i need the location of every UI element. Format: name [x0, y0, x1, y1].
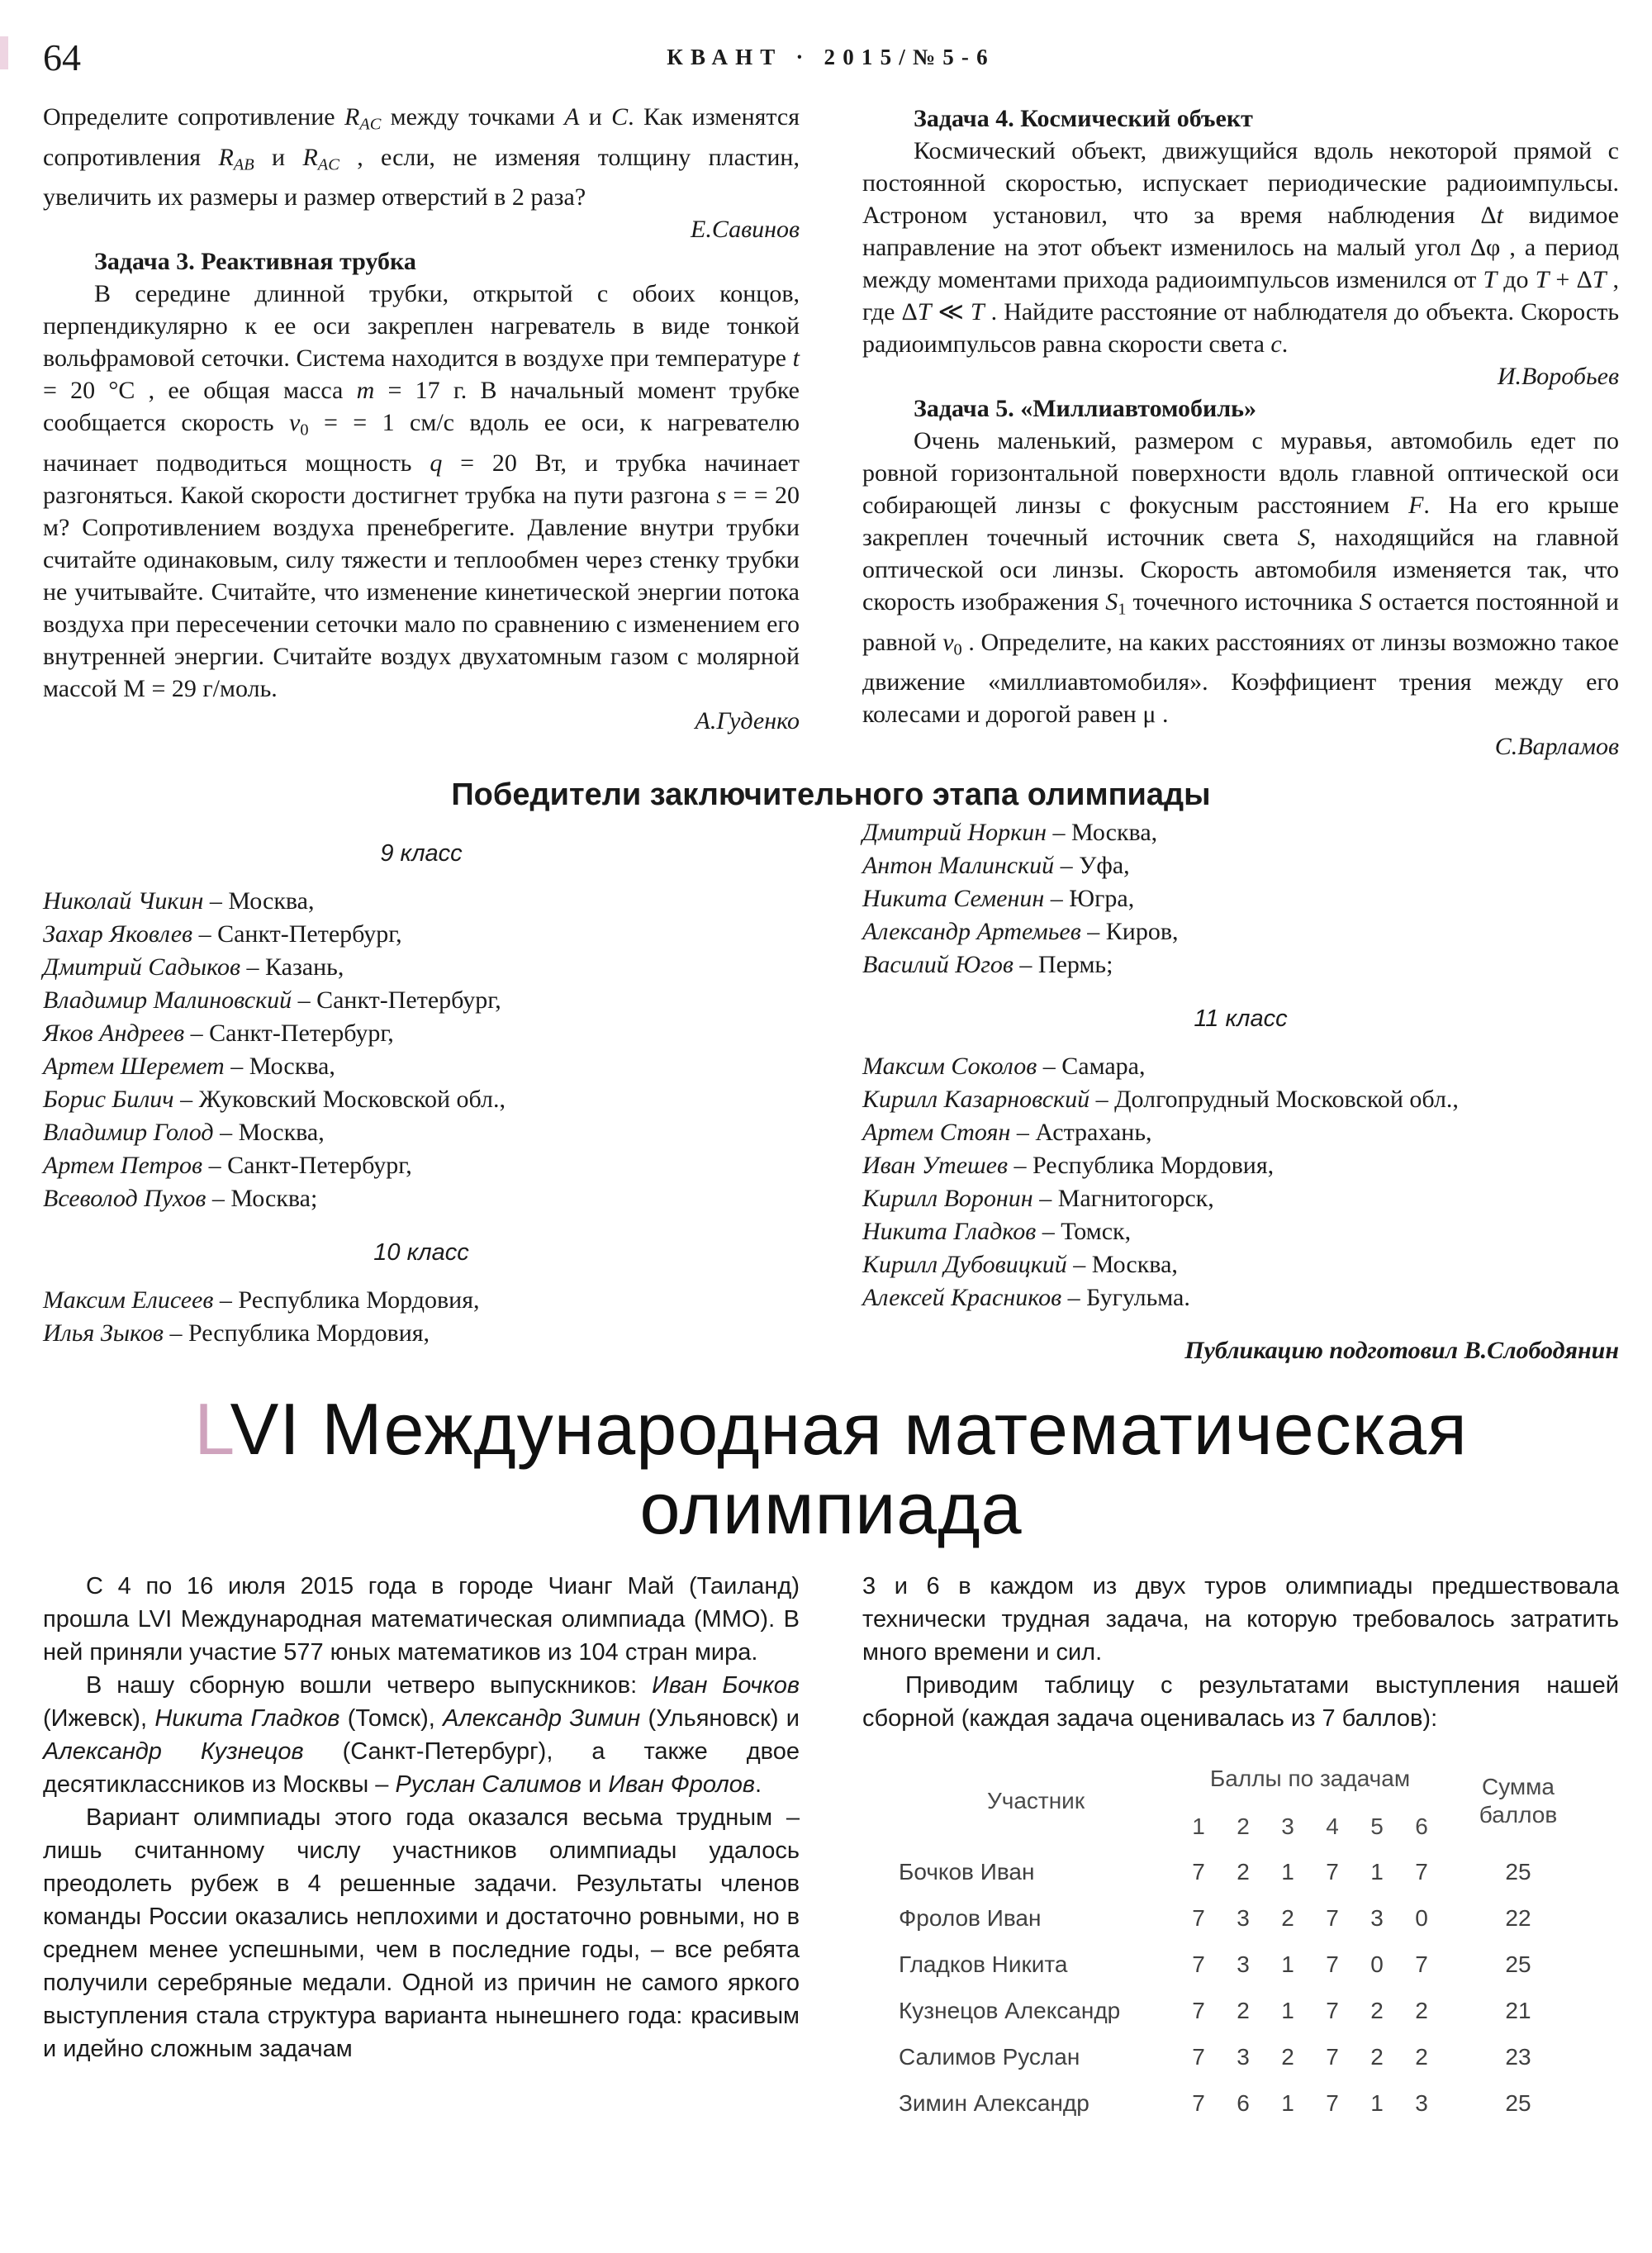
text-segment: T	[970, 298, 985, 326]
text-segment: – Бугульма.	[1061, 1284, 1190, 1312]
participant-name: Салимов Руслан	[899, 2044, 1080, 2070]
text-segment: – Республика Мордовия,	[1008, 1152, 1275, 1180]
score-cell: 2	[1415, 1998, 1428, 2024]
text-segment: – Долгопрудный Московской обл.,	[1089, 1086, 1459, 1114]
text-segment: Василий Югов	[862, 951, 1014, 979]
winner-item	[862, 816, 1619, 849]
score-cell: 3	[1237, 1951, 1250, 1978]
journal-title: КВАНТ · 2015/№5-6	[667, 45, 995, 69]
article-left-column	[43, 1570, 800, 2065]
page-number: 64	[43, 36, 81, 78]
participant-name: Фролов Иван	[899, 1905, 1042, 1932]
grade-9-list	[43, 885, 800, 1215]
article-paragraph	[862, 1570, 1619, 1669]
text-segment: = 17 г. В начальный момент трубке сообщается скорость	[43, 377, 800, 437]
score-cell: 7	[1415, 1951, 1428, 1978]
text-segment: . На его крыше закреплен точечный источник света	[862, 492, 1619, 551]
text-segment: Иван Утешев	[862, 1152, 1009, 1180]
sum-cell: 25	[1505, 1951, 1531, 1978]
text-segment: s	[716, 482, 727, 510]
score-cell: 6	[1237, 2090, 1250, 2117]
problems-left-column	[43, 101, 800, 737]
text-segment: Артем Шеремет	[43, 1053, 225, 1081]
text-segment: В нашу сборную вошли четверо выпускников:	[86, 1672, 653, 1699]
problem-number-header: 4	[1326, 1813, 1339, 1840]
text-segment: – Москва,	[1046, 819, 1158, 847]
title-accent-letter: L	[194, 1388, 230, 1471]
text-segment: Александр Артемьев	[862, 918, 1081, 946]
text-segment: , находящийся на главной оптической оси линзы. Скорость автомобиля изменяется так, что скорость изображения	[862, 524, 1619, 616]
problem-number-header: 3	[1281, 1813, 1294, 1840]
text-segment: Никита Гладков	[862, 1218, 1037, 1246]
text-segment: Приводим таблицу с результатами выступления нашей сборной (каждая задача оценивалась из 7 баллов):	[862, 1672, 1619, 1733]
text-segment: Кирилл Воронин	[862, 1185, 1033, 1213]
winner-item	[43, 1317, 800, 1350]
score-cell: 7	[1326, 1998, 1339, 2024]
score-cell: 7	[1326, 1859, 1339, 1885]
text-segment: . Как изменятся сопротивления	[43, 103, 800, 171]
text-segment: – Астрахань,	[1010, 1119, 1152, 1147]
text-segment: Яков Андреев	[43, 1020, 185, 1048]
text-segment: точечного источника	[1126, 588, 1360, 616]
text-segment: – Москва,	[203, 887, 315, 915]
problem-2-continuation	[43, 101, 800, 213]
score-cell: 2	[1415, 2044, 1428, 2070]
score-cell: 3	[1415, 2090, 1428, 2117]
winner-item	[43, 951, 800, 984]
problem-author: И.Воробьев	[1497, 363, 1619, 390]
text-segment: С 4 по 16 июля 2015 года в городе Чианг Май (Таиланд) прошла LVI Международная математическая олимпиада (ММО). В ней приняли участие 577 юных математиков из 104 стран мира.	[43, 1573, 800, 1666]
participant-name: Бочков Иван	[899, 1859, 1035, 1885]
sum-cell: 23	[1505, 2044, 1531, 2070]
score-cell: 7	[1192, 1905, 1205, 1932]
text-segment: Всеволод Пухов	[43, 1185, 206, 1213]
score-cell: 2	[1281, 2044, 1294, 2070]
text-segment: μ	[1142, 701, 1156, 729]
text-segment: Захар Яковлев	[43, 920, 193, 948]
text-segment: (Ижевск),	[43, 1705, 155, 1733]
text-segment: – Пермь;	[1013, 951, 1113, 979]
text-segment: AC	[359, 115, 382, 134]
score-cell: 1	[1281, 2090, 1294, 2117]
winner-item	[862, 1149, 1619, 1182]
text-segment: В середине длинной трубки, открытой с обоих концов, перпендикулярно к ее оси закреплен нагреватель в виде тонкой вольфрамовой сеточки. Система находится в воздухе при температуре	[43, 280, 800, 373]
winner-item	[862, 1281, 1619, 1314]
text-segment: 0	[953, 640, 962, 659]
text-segment: – Москва,	[213, 1119, 325, 1147]
score-cell: 2	[1237, 1859, 1250, 1885]
score-cell: 3	[1237, 2044, 1250, 2070]
article-title	[43, 1390, 1619, 1548]
problem-4-title: Задача 4. Космический объект	[914, 105, 1253, 132]
text-segment: T	[1592, 266, 1607, 293]
score-cell: 3	[1370, 1905, 1384, 1932]
problem-5-title: Задача 5. «Миллиавтомобиль»	[914, 395, 1257, 422]
sum-cell: 22	[1505, 1905, 1531, 1932]
table-header-participant: Участник	[986, 1788, 1085, 1814]
text-segment: (Санкт-Петербург), а также двое десятиклассников из Москвы –	[43, 1738, 800, 1799]
winner-item	[862, 1116, 1619, 1149]
text-segment: S	[1105, 588, 1118, 616]
results-table	[895, 1753, 1619, 2127]
text-segment: Космический объект, движущийся вдоль некоторой прямой с постоянной скоростью, испускает периодические радиоимпульсы. Астроном установил, что за время наблюдения	[862, 137, 1619, 229]
winner-item	[862, 1248, 1619, 1281]
grade-11-label: 11 класс	[1194, 1005, 1288, 1033]
text-segment: – Санкт-Петербург,	[192, 920, 402, 948]
score-cell: 2	[1281, 1905, 1294, 1932]
article-title-line-2: олимпиада	[639, 1467, 1023, 1550]
text-segment: T	[1483, 266, 1498, 293]
article-columns	[43, 1570, 1619, 2127]
text-segment: . Найдите расстояние от наблюдателя до объекта. Скорость радиоимпульсов равна скорости света	[862, 298, 1619, 358]
winner-item	[862, 1182, 1619, 1215]
article-paragraph	[862, 1669, 1619, 1735]
score-cell: 7	[1326, 1905, 1339, 1932]
text-segment: . Определите, на каких расстояниях от линзы возможно такое движение «миллиавтомобиля». Коэффициент трения между его колесами и дорогой равен	[862, 628, 1619, 729]
winner-item	[862, 948, 1619, 982]
sum-cell: 25	[1505, 2090, 1531, 2117]
problem-3-title: Задача 3. Реактивная трубка	[94, 248, 416, 276]
problem-number-header: 2	[1237, 1813, 1250, 1840]
problems-right-column	[862, 101, 1619, 763]
page-content	[0, 36, 1652, 2127]
winner-item	[862, 915, 1619, 948]
text-segment: Антон Малинский	[862, 852, 1055, 880]
text-segment: v	[942, 628, 954, 656]
text-segment: Δ	[901, 298, 918, 326]
text-segment: Δφ	[1469, 234, 1501, 261]
text-segment: до	[1497, 266, 1536, 293]
participant-name: Гладков Никита	[899, 1951, 1068, 1978]
winners-title: Победители заключительного этапа олимпиады	[451, 777, 1211, 813]
text-segment: = 20 Вт, и трубка начинает разгоняться. Какой скорости достигнет трубка на пути разгона	[43, 449, 800, 510]
grade-10-list	[43, 1284, 800, 1350]
text-segment: (Ульяновск) и	[640, 1705, 800, 1733]
text-segment: Вариант олимпиады этого года оказался весьма трудным – лишь считанному числу участников олимпиады удалось преодолеть рубеж в 4 решенные задачи. Результаты членов команды России оказались неплохими и достаточно ровными, но в среднем менее успешными, чем в последние годы, – все ребята получили серебряные медали. Одной из причин не самого яркого выступления стала структура варианта нынешнего года: красивым и идейно сложным задачам	[43, 1804, 800, 2063]
text-segment: Определите сопротивление	[43, 103, 344, 131]
text-segment: Борис Билич	[43, 1086, 174, 1114]
text-segment: Дмитрий Норкин	[862, 819, 1047, 847]
score-cell: 3	[1237, 1905, 1250, 1932]
text-segment: Владимир Малиновский	[43, 986, 292, 1015]
problem-number-header: 1	[1192, 1813, 1205, 1840]
score-cell: 1	[1281, 1998, 1294, 2024]
text-segment: – Уфа,	[1054, 852, 1130, 880]
text-segment: t	[1496, 202, 1503, 229]
score-cell: 7	[1192, 2044, 1205, 2070]
text-segment: Артем Стоян	[862, 1119, 1011, 1147]
winner-item	[43, 885, 800, 918]
text-segment: Николай Чикин	[43, 887, 204, 915]
winner-item	[43, 1116, 800, 1149]
text-segment: (Томск),	[339, 1705, 444, 1733]
winner-item	[862, 1215, 1619, 1248]
text-segment: S	[1297, 524, 1310, 551]
score-cell: 2	[1370, 1998, 1384, 2024]
winner-item	[43, 1284, 800, 1317]
text-segment: Иван Фролов	[608, 1771, 756, 1799]
text-segment: – Республика Мордовия,	[213, 1286, 480, 1314]
score-cell: 1	[1281, 1951, 1294, 1978]
text-segment: R	[344, 103, 360, 131]
problem-author: Е.Савинов	[691, 216, 800, 244]
text-segment: , где	[862, 266, 1620, 326]
problems-section	[43, 101, 1619, 763]
winner-item	[43, 1149, 800, 1182]
sum-cell: 25	[1505, 1859, 1531, 1885]
text-segment: ≪	[931, 298, 971, 326]
winner-item	[862, 1050, 1619, 1083]
text-segment: – Республика Мордовия,	[163, 1319, 430, 1348]
text-segment: .	[1281, 330, 1289, 358]
text-segment: – Санкт-Петербург,	[292, 986, 501, 1015]
participant-name: Кузнецов Александр	[899, 1998, 1121, 2024]
score-cell: 7	[1192, 1859, 1205, 1885]
text-segment: Алексей Красников	[862, 1284, 1062, 1312]
text-segment: Никита Семенин	[862, 885, 1045, 913]
participant-name: Зимин Александр	[899, 2090, 1089, 2117]
problem-number-header: 5	[1370, 1813, 1384, 1840]
score-cell: 0	[1370, 1951, 1384, 1978]
winner-item	[862, 1083, 1619, 1116]
text-segment: S	[1359, 588, 1372, 616]
article-paragraph	[43, 1570, 800, 1669]
text-segment: .	[755, 1771, 762, 1799]
text-segment: AC	[317, 155, 339, 174]
problem-3-text	[43, 278, 800, 705]
score-cell: 7	[1326, 2090, 1339, 2117]
score-cell: 0	[1415, 1905, 1428, 1932]
score-cell: 7	[1192, 1998, 1205, 2024]
text-segment: Δ	[1576, 266, 1593, 293]
text-segment: – Югра,	[1044, 885, 1135, 913]
text-segment: C	[611, 103, 629, 131]
magazine-page	[0, 36, 1652, 2253]
text-segment: Максим Елисеев	[43, 1286, 214, 1314]
score-cell: 7	[1192, 2090, 1205, 2117]
winner-item	[43, 1017, 800, 1050]
text-segment: t	[792, 345, 800, 373]
article-title-line-1	[43, 1390, 1619, 1469]
text-segment: q	[430, 449, 443, 478]
text-segment: Кирилл Дубовицкий	[862, 1251, 1067, 1279]
text-segment: +	[1549, 266, 1577, 293]
imo-article-section	[43, 1390, 1619, 2127]
text-segment: Александр Кузнецов	[43, 1738, 304, 1766]
text-segment: – Жуковский Московской обл.,	[173, 1086, 506, 1114]
text-segment: Артем Петров	[43, 1152, 203, 1180]
text-segment: = = 1 см/с вдоль ее оси, к нагревателю начинает подводиться мощность	[43, 409, 800, 478]
text-segment: Δ	[1480, 202, 1497, 229]
score-cell: 7	[1326, 2044, 1339, 2070]
winner-item	[862, 849, 1619, 882]
winners-section	[43, 777, 1619, 1367]
score-cell: 7	[1192, 1951, 1205, 1978]
sum-cell: 21	[1505, 1998, 1531, 2024]
problem-author: С.Варламов	[1494, 733, 1619, 761]
text-segment: R	[218, 143, 234, 171]
text-segment: T	[917, 298, 932, 326]
text-segment: .	[1156, 701, 1169, 729]
text-segment: Очень маленький, размером с муравья, автомобиль едет по ровной горизонтальной поверхности вдоль главной оптической оси собирающей линзы с фокусным расстоянием	[862, 427, 1619, 519]
text-segment: – Москва,	[1066, 1251, 1178, 1279]
score-cell: 2	[1370, 2044, 1384, 2070]
text-segment: – Киров,	[1080, 918, 1179, 946]
text-segment: m	[356, 377, 375, 405]
grade-11-list	[862, 1050, 1619, 1314]
text-segment: Илья Зыков	[43, 1319, 164, 1348]
winner-item	[43, 918, 800, 951]
publication-credit: Публикацию подготовил В.Слободянин	[1184, 1337, 1619, 1365]
winner-item	[43, 984, 800, 1017]
text-segment: – Москва;	[206, 1185, 318, 1213]
text-segment: – Магнитогорск,	[1032, 1185, 1214, 1213]
text-segment: Максим Соколов	[862, 1053, 1037, 1081]
text-segment: – Санкт-Петербург,	[184, 1020, 394, 1048]
text-segment: – Самара,	[1037, 1053, 1146, 1081]
text-segment: , если, не изменяя толщину пластин, увеличить их размеры и размер отверстий в 2 раза?	[43, 143, 800, 212]
text-segment: 1	[1118, 600, 1127, 619]
text-segment: Иван Бочков	[652, 1672, 800, 1699]
text-segment: Александр Зимин	[443, 1705, 641, 1733]
table-header-sum: Сумма баллов	[1479, 1774, 1558, 1828]
problem-4-text	[862, 135, 1619, 360]
winners-left-column	[43, 816, 800, 1350]
article-paragraph	[43, 1669, 800, 1801]
problem-number-header: 6	[1415, 1813, 1428, 1840]
text-segment: R	[302, 143, 318, 171]
grade-9-label: 9 класс	[380, 840, 463, 867]
text-segment: – Томск,	[1036, 1218, 1132, 1246]
winner-item	[43, 1182, 800, 1215]
text-segment: A	[564, 103, 580, 131]
text-segment: и	[582, 1771, 609, 1799]
text-segment: F	[1408, 492, 1424, 519]
text-segment: и	[579, 103, 612, 131]
text-segment: видимое направление на этот объект изменилось на малый угол	[862, 202, 1619, 261]
text-segment: Никита Гладков	[154, 1705, 340, 1733]
text-segment: 0	[300, 421, 309, 440]
table-header-scores: Баллы по задачам	[1209, 1766, 1411, 1792]
score-cell: 1	[1370, 1859, 1384, 1885]
text-segment: = 20 °C , ее общая масса	[43, 377, 357, 405]
score-cell: 2	[1237, 1998, 1250, 2024]
text-segment: и	[254, 143, 303, 171]
text-segment: AB	[233, 155, 254, 174]
text-segment: c	[1270, 330, 1282, 358]
winner-item	[43, 1050, 800, 1083]
winner-item	[862, 882, 1619, 915]
text-segment: , а период между моментами прихода радиоимпульсов изменился от	[862, 234, 1619, 293]
text-segment: Дмитрий Садыков	[43, 953, 241, 982]
winners-columns	[43, 816, 1619, 1367]
text-segment: – Санкт-Петербург,	[202, 1152, 412, 1180]
article-paragraph	[43, 1801, 800, 2065]
text-segment: v	[288, 409, 301, 437]
corner-print-mark	[0, 36, 8, 69]
text-segment: Владимир Голод	[43, 1119, 214, 1147]
grade-10-list-continued	[862, 816, 1619, 982]
winners-right-column	[862, 816, 1619, 1367]
score-cell: 1	[1281, 1859, 1294, 1885]
text-segment: – Москва,	[224, 1053, 335, 1081]
problem-author: А.Гуденко	[695, 707, 800, 735]
text-segment: – Казань,	[240, 953, 344, 982]
grade-10-label: 10 класс	[373, 1239, 469, 1267]
title-line-1-rest: VI Международная математическая	[230, 1388, 1468, 1471]
score-cell: 7	[1326, 1951, 1339, 1978]
problem-5-text	[862, 425, 1619, 730]
winner-item	[43, 1083, 800, 1116]
score-cell: 1	[1370, 2090, 1384, 2117]
text-segment: Кирилл Казарновский	[862, 1086, 1090, 1114]
page-header	[43, 36, 1619, 84]
text-segment: между точками	[381, 103, 565, 131]
text-segment: Руслан Салимов	[395, 1771, 582, 1799]
article-right-column	[862, 1570, 1619, 2127]
text-segment: = = 20 м? Сопротивлением воздуха пренебрегите. Давление внутри трубки считайте одинаковым, силу тяжести и теплообмен через стенку трубки не учитывайте. Считайте, что изменение кинетической энергии потока воздуха при пересечении сеточки мало по сравнению с изменением его внутренней энергии. Считайте воздух двухатомным газом с молярной массой М = 29 г/моль.	[43, 482, 800, 703]
text-segment: остается постоянной и равной	[862, 588, 1619, 656]
text-segment: T	[1535, 266, 1550, 293]
score-cell: 7	[1415, 1859, 1428, 1885]
text-segment: 3 и 6 в каждом из двух туров олимпиады предшествовала технически трудная задача, на которую требовалось затратить много времени и сил.	[862, 1573, 1619, 1666]
